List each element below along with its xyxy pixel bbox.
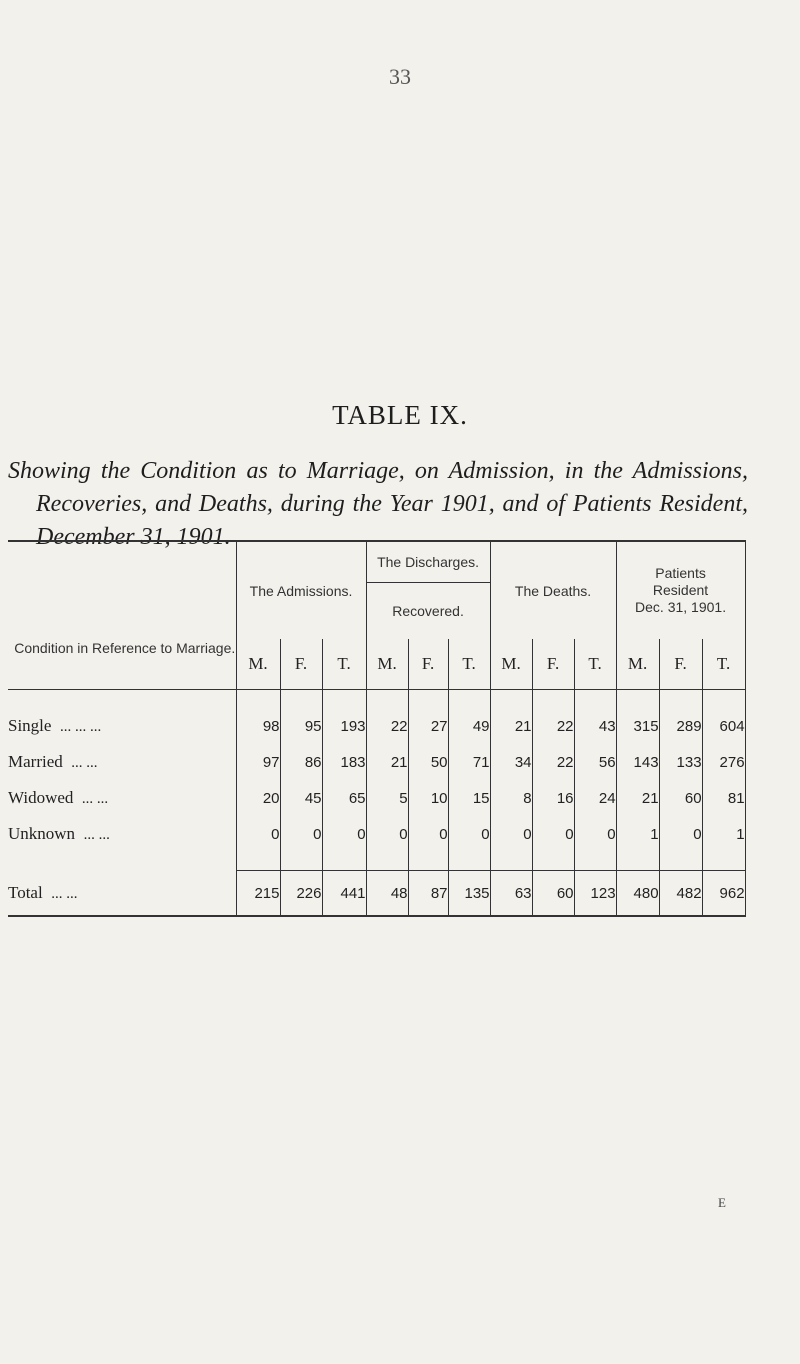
cell-admissions-t: 0 <box>322 816 366 852</box>
row-label: Unknown ... ... <box>8 824 110 843</box>
cell-deaths-m: 0 <box>490 816 532 852</box>
total-admissions-f: 226 <box>280 871 322 917</box>
table-row <box>8 780 745 816</box>
cell-recovered-f: 10 <box>408 780 448 816</box>
cell-admissions-t: 65 <box>322 780 366 816</box>
header-resident-line-2: Resident <box>652 582 709 598</box>
cell-resident-m: 315 <box>616 708 659 744</box>
total-resident-m: 480 <box>616 871 659 917</box>
cell-resident-t: 1 <box>702 816 745 852</box>
header-patients-resident <box>616 541 745 639</box>
cell-admissions-f: 95 <box>280 708 322 744</box>
cell-recovered-m: 22 <box>366 708 408 744</box>
table-body <box>8 708 745 852</box>
row-label: Widowed ... ... <box>8 788 109 807</box>
cell-recovered-m: 5 <box>366 780 408 816</box>
caption-line-1: Showing the Condition as to Marriage, on Admission, in the Admissions, <box>8 458 748 484</box>
cell-admissions-m: 97 <box>236 744 280 780</box>
cell-deaths-t: 56 <box>574 744 616 780</box>
cell-resident-m: 21 <box>616 780 659 816</box>
header-resident-line-3: Dec. 31, 1901. <box>635 599 727 615</box>
header-deaths-f: F. <box>532 639 574 690</box>
row-label: Married ... ... <box>8 752 98 771</box>
cell-resident-m: 1 <box>616 816 659 852</box>
header-resident-f: F. <box>659 639 702 690</box>
cell-admissions-t: 183 <box>322 744 366 780</box>
total-deaths-m: 63 <box>490 871 532 917</box>
table-row <box>8 708 745 744</box>
cell-recovered-f: 27 <box>408 708 448 744</box>
total-resident-f: 482 <box>659 871 702 917</box>
marriage-condition-table <box>8 540 746 917</box>
cell-recovered-t: 71 <box>448 744 490 780</box>
table-row <box>8 744 745 780</box>
total-row <box>8 871 745 917</box>
cell-deaths-m: 21 <box>490 708 532 744</box>
header-deaths-m: M. <box>490 639 532 690</box>
table-row <box>8 816 745 852</box>
cell-deaths-t: 24 <box>574 780 616 816</box>
header-admissions-t: T. <box>322 639 366 690</box>
header-admissions: The Admissions. <box>236 541 366 639</box>
total-admissions-m: 215 <box>236 871 280 917</box>
cell-resident-f: 0 <box>659 816 702 852</box>
caption-line-2: Recoveries, and Deaths, during the Year 1901, and of Patients Resident, <box>36 491 748 517</box>
cell-admissions-f: 0 <box>280 816 322 852</box>
total-recovered-f: 87 <box>408 871 448 917</box>
total-recovered-m: 48 <box>366 871 408 917</box>
header-recovered-t: T. <box>448 639 490 690</box>
row-label: Single ... ... ... <box>8 716 102 735</box>
cell-recovered-f: 0 <box>408 816 448 852</box>
header-resident-m: M. <box>616 639 659 690</box>
total-resident-t: 962 <box>702 871 745 917</box>
signature-letter: E <box>718 1195 726 1210</box>
cell-admissions-m: 98 <box>236 708 280 744</box>
cell-recovered-t: 49 <box>448 708 490 744</box>
total-recovered-t: 135 <box>448 871 490 917</box>
header-resident-t: T. <box>702 639 745 690</box>
header-deaths: The Deaths. <box>490 541 616 639</box>
header-discharges: The Discharges. <box>366 541 490 583</box>
cell-resident-t: 276 <box>702 744 745 780</box>
cell-admissions-t: 193 <box>322 708 366 744</box>
cell-deaths-m: 34 <box>490 744 532 780</box>
cell-recovered-t: 15 <box>448 780 490 816</box>
page-number: 33 <box>389 64 411 89</box>
header-recovered-m: M. <box>366 639 408 690</box>
header-admissions-f: F. <box>280 639 322 690</box>
cell-deaths-f: 0 <box>532 816 574 852</box>
table-title: TABLE IX. <box>332 400 468 430</box>
cell-admissions-f: 45 <box>280 780 322 816</box>
cell-deaths-f: 22 <box>532 744 574 780</box>
cell-recovered-t: 0 <box>448 816 490 852</box>
cell-resident-m: 143 <box>616 744 659 780</box>
total-deaths-t: 123 <box>574 871 616 917</box>
header-deaths-t: T. <box>574 639 616 690</box>
cell-admissions-m: 0 <box>236 816 280 852</box>
cell-admissions-m: 20 <box>236 780 280 816</box>
cell-recovered-m: 0 <box>366 816 408 852</box>
total-label: Total ... ... <box>8 882 78 902</box>
cell-resident-f: 60 <box>659 780 702 816</box>
cell-deaths-t: 43 <box>574 708 616 744</box>
header-resident-line-1: Patients <box>655 565 706 581</box>
total-deaths-f: 60 <box>532 871 574 917</box>
header-recovered: Recovered. <box>366 583 490 640</box>
header-admissions-m: M. <box>236 639 280 690</box>
caption-line-3: December 31, 1901. <box>36 524 231 550</box>
cell-resident-t: 81 <box>702 780 745 816</box>
total-admissions-t: 441 <box>322 871 366 917</box>
cell-resident-f: 289 <box>659 708 702 744</box>
header-condition: Condition in Reference to Marriage. <box>8 541 236 690</box>
cell-resident-f: 133 <box>659 744 702 780</box>
cell-recovered-m: 21 <box>366 744 408 780</box>
cell-deaths-f: 22 <box>532 708 574 744</box>
cell-recovered-f: 50 <box>408 744 448 780</box>
cell-admissions-f: 86 <box>280 744 322 780</box>
cell-deaths-f: 16 <box>532 780 574 816</box>
header-recovered-f: F. <box>408 639 448 690</box>
cell-resident-t: 604 <box>702 708 745 744</box>
cell-deaths-t: 0 <box>574 816 616 852</box>
cell-deaths-m: 8 <box>490 780 532 816</box>
